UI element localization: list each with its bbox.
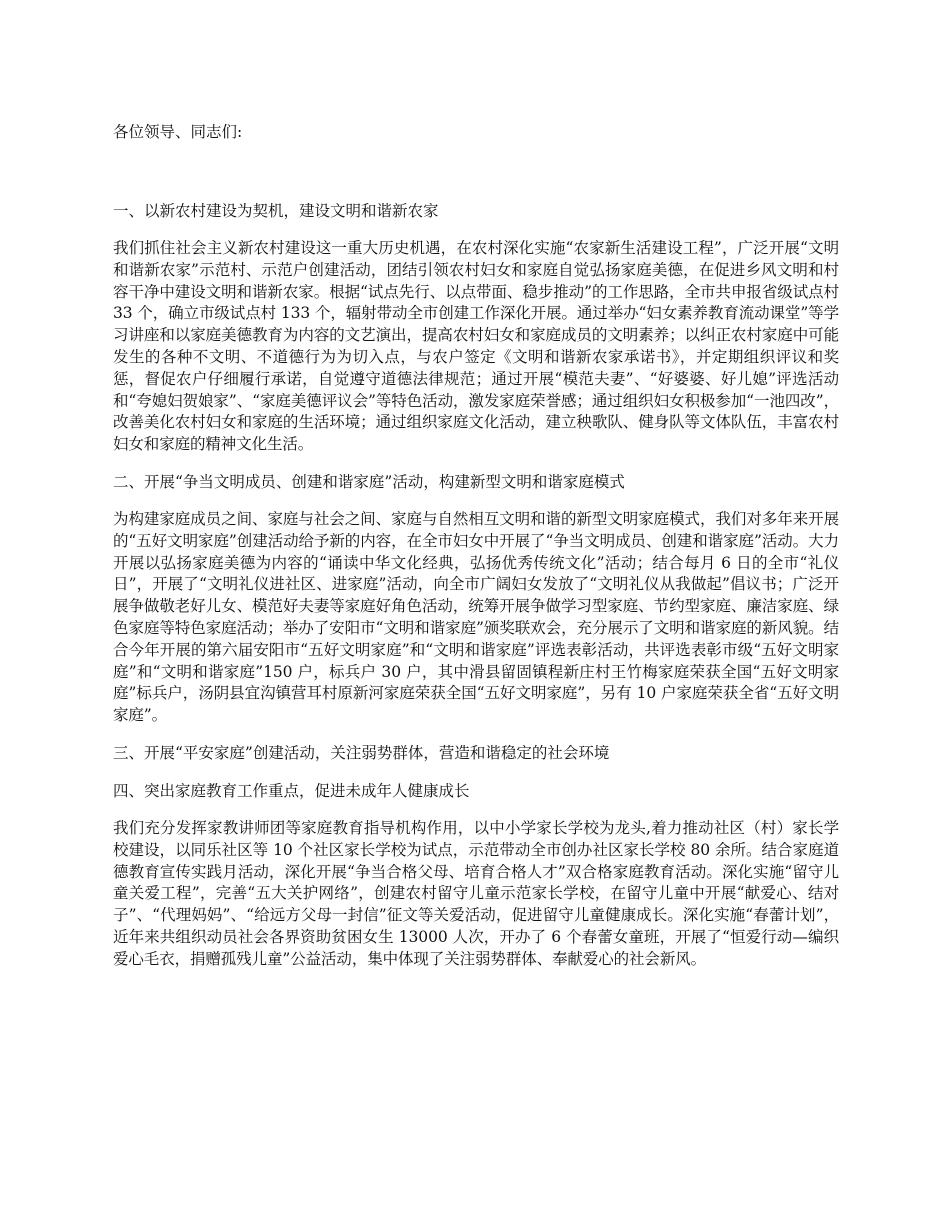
section-body: 我们抓住社会主义新农村建设这一重大历史机遇，在农村深化实施“农家新生活建设工程”，广泛开展“文明和谐新农家”示范村、示范户创建活动，团结引领农村妇女和家庭自觉弘扬家庭美德，在促进乡风文明和村容干净中建设文明和谐新农家。根据“试点先行、以点带面、稳步推动”的工作思路，全市共申报省级试点村 33 个，确立市级试点村 133 个，辐射带动全市创建工作深化开展。通过举办“妇女素养教育流动课堂”等学习讲座和以家庭美德教育为内容的文艺演出，提高农村妇女和家庭成员的文明素养；以纠正农村家庭中可能发生的各种不文明、不道德行为为切入点，与农户签定《文明和谐新农家承诺书》，并定期组织评议和奖惩，督促农户仔细履行承诺，自觉遵守道德法律规范；通过开展“模范夫妻”、“好婆婆、好儿媳”评选活动和“夸媳妇贺娘家”、“家庭美德评议会”等特色活动，激发家庭荣誉感；通过组织妇女积极参加“一池四改”，改善美化农村妇女和家庭的生活环境；通过组织家庭文化活动，建立秧歌队、健身队等文体队伍，丰富农村妇女和家庭的精神文化生活。 [113, 239, 839, 454]
section-heading: 一、以新农村建设为契机，建设文明和谐新农家 [113, 202, 439, 220]
salutation: 各位领导、同志们: [113, 123, 243, 141]
document-page [113, 121, 839, 986]
section-heading: 三、开展“平安家庭”创建活动，关注弱势群体，营造和谐稳定的社会环境 [113, 743, 610, 762]
section-3 [113, 742, 839, 764]
section-1 [113, 200, 839, 456]
section-body: 为构建家庭成员之间、家庭与社会之间、家庭与自然相互文明和谐的新型文明家庭模式，我们对多年来开展的“五好文明家庭”创建活动给予新的内容，在全市妇女中开展了“争当文明成员、创建和谐家庭”活动。大力开展以弘扬家庭美德为内容的“诵读中华文化经典，弘扬优秀传统文化”活动；结合每月 6 日的全市“礼仪日”，开展了“文明礼仪进社区、进家庭”活动，向全市广阔妇女发放了“文明礼仪从我做起”倡议书；广泛开展争做敬老好儿女、模范好夫妻等家庭好角色活动，统筹开展争做学习型家庭、节约型家庭、廉洁家庭、绿色家庭等特色家庭活动；举办了安阳市“文明和谐家庭”颁奖联欢会，充分展示了文明和谐家庭的新风貌。结合今年开展的第六届安阳市“五好文明家庭”和“文明和谐家庭”评选表彰活动，共评选表彰市级“五好文明家庭”和“文明和谐家庭”150 户，标兵户 30 户，其中滑县留固镇程新庄村王竹梅家庭荣获全国“五好文明家庭”标兵户，汤阴县宜沟镇营耳村原新河家庭荣获全国“五好文明家庭”，另有 10 户家庭荣获全省“五好文明家庭”。 [113, 509, 839, 725]
section-body: 我们充分发挥家教讲师团等家庭教育指导机构作用，以中小学家长学校为龙头,着力推动社区（村）家长学校建设，以同乐社区等 10 个社区家长学校为试点，示范带动全市创办社区家长学校 80 余所。结合家庭道德教育宣传实践月活动，深化开展“争当合格父母、培育合格人才”双合格家庭教育活动。深化实施“留守儿童关爱工程”，完善“五大关护网络”，创建农村留守儿童示范家长学校，在留守儿童中开展“献爱心、结对子”、“代理妈妈”、“给远方父母一封信”征文等关爱活动，促进留守儿童健康成长。深化实施“春蕾计划”，近年来共组织动员社会各界资助贫困女生 13000 人次，开办了 6 个春蕾女童班，开展了“恒爱行动—编织爱心毛衣，捐赠孤残儿童”公益活动，集中体现了关注弱势群体、奉献爱心的社会新风。 [113, 818, 839, 968]
section-heading: 二、开展“争当文明成员、创建和谐家庭”活动，构建新型文明和谐家庭模式 [113, 472, 625, 491]
section-2 [113, 471, 839, 727]
section-4 [113, 780, 839, 971]
section-heading: 四、突出家庭教育工作重点，促进未成年人健康成长 [113, 781, 470, 800]
